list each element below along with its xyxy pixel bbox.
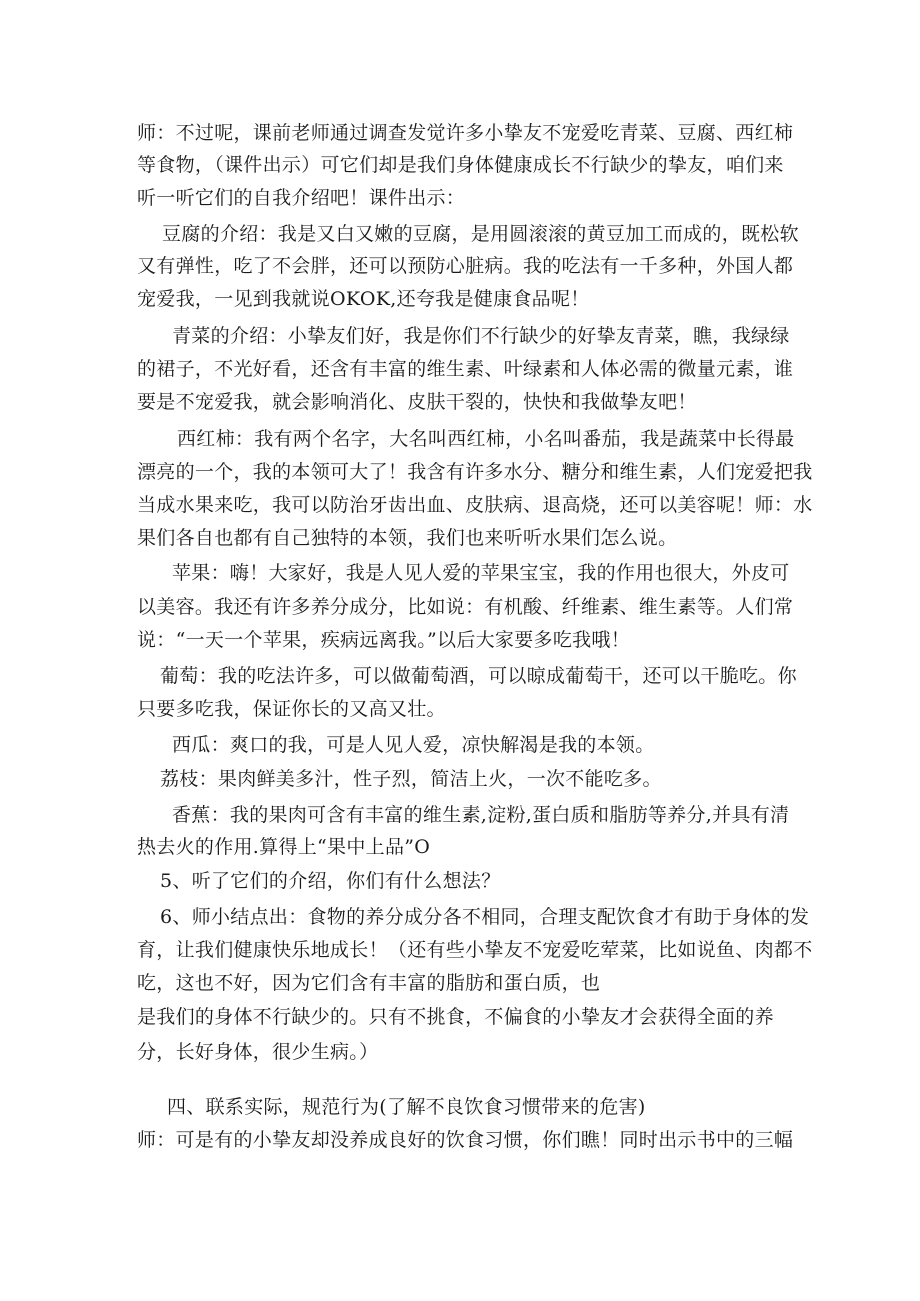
text-line: 只要多吃我，保证你长的又高又壮。 [137,698,446,720]
text-line: 苹果：嗨！大家好，我是人见人爱的苹果宝宝，我的作用也很大，外皮可 [172,562,790,584]
text-line: 的裙子，不光好看，还含有丰富的维生素、叶绿素和人体必需的微量元素，谁 [137,358,794,380]
text-line: 果们各自也都有自己独特的本领，我们也来听听水果们怎么说。 [137,527,678,549]
text-line: 西红柿：我有两个名字，大名叫西红柿，小名叫番茄，我是蔬菜中长得最 [177,428,795,450]
text-line: 宠爱我，一见到我就说OKOK,还夸我是健康食品呢！ [137,288,590,310]
text-line: 6、师小结点出：食物的养分成分各不相同，合理支配饮食才有助于身体的发 [160,906,810,928]
text-line: 荔枝：果肉鲜美多汁，性子烈，简洁上火，一次不能吃多。 [160,768,662,790]
text-line: 说：“一天一个苹果，疾病远离我。”以后大家要多吃我哦！ [137,629,631,651]
text-line: 西瓜：爽口的我，可是人见人爱，凉快解渴是我的本领。 [172,734,655,756]
text-line: 师：不过呢，课前老师通过调查发觉许多小挚友不宠爱吃青菜、豆腐、西红柿 [137,122,794,144]
text-line: 四、联系实际，规范行为(了解不良饮食习惯带来的危害) [167,1096,646,1118]
text-line: 青菜的介绍：小挚友们好，我是你们不行缺少的好挚友青菜，瞧，我绿绿 [172,325,790,347]
text-line: 漂亮的一个，我的本领可大了！我含有许多水分、糖分和维生素，人们宠爱把我 [137,461,813,483]
text-line: 育，让我们健康快乐地成长！（还有些小挚友不宠爱吃荤菜，比如说鱼、肉都不 [137,939,813,961]
text-line: 以美容。我还有许多养分成分，比如说：有机酸、纤维素、维生素等。人们常 [137,596,794,618]
text-line: 听一听它们的自我介绍吧！课件出示： [137,187,466,209]
text-line: 葡萄：我的吃法许多，可以做葡萄酒，可以晾成葡萄干，还可以干脆吃。你 [160,665,797,687]
text-line: 当成水果来吃，我可以防治牙齿出血、皮肤病、退高烧，还可以美容呢！师：水 [137,494,813,516]
text-line: 师：可是有的小挚友却没养成良好的饮食习惯，你们瞧！同时出示书中的三幅 [137,1129,794,1151]
text-line: 热去火的作用.算得上“果中上品”O [137,836,431,858]
text-line: 香蕉：我的果肉可含有丰富的维生素,淀粉,蛋白质和脂肪等养分,并具有清 [172,804,790,826]
text-line: 豆腐的介绍：我是又白又嫩的豆腐，是用圆滚滚的黄豆加工而成的，既松软 [162,223,799,245]
text-line: 要是不宠爱我，就会影响消化、皮肤干裂的，快快和我做挚友吧！ [137,391,697,413]
text-line: 又有弹性，吃了不会胖，还可以预防心脏病。我的吃法有一千多种，外国人都 [137,255,794,277]
text-line: 等食物，（课件出示）可它们却是我们身体健康成长不行缺少的挚友，咱们来 [137,154,784,176]
text-line: 吃，这也不好，因为它们含有丰富的脂肪和蛋白质，也 [137,972,601,994]
text-line: 是我们的身体不行缺少的。只有不挑食，不偏食的小挚友才会获得全面的养 [137,1006,774,1028]
text-line: 5、听了它们的介绍，你们有什么想法？ [160,870,501,892]
text-line: 分，长好身体，很少生病。） [137,1041,379,1063]
